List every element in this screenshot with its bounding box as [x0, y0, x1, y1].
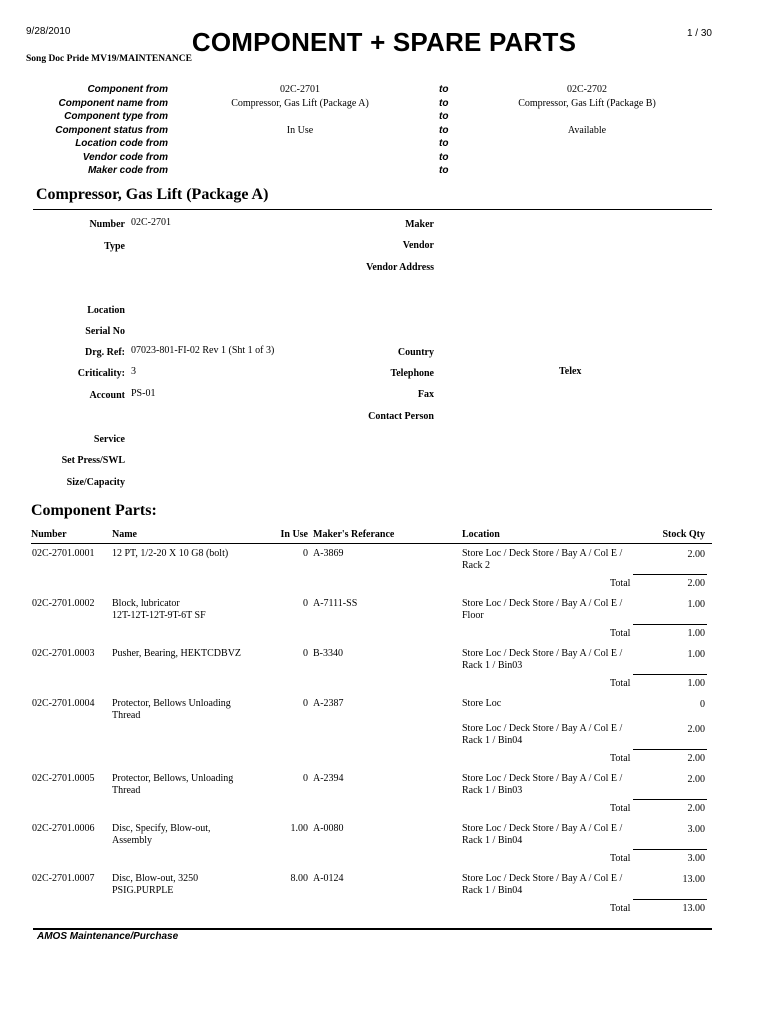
part-stock-qty: 2.00 [687, 724, 705, 735]
field-value: 02C-2701 [131, 217, 171, 228]
col-maker-ref: Maker's Referance [313, 529, 395, 540]
filter-to-label: to [439, 138, 449, 149]
part-in-use: 0 [303, 648, 308, 659]
part-in-use: 0 [303, 598, 308, 609]
part-name: 12T-12T-12T-9T-6T SF [112, 610, 206, 621]
filter-label: Maker code from [87, 165, 168, 176]
part-location: Store Loc / Deck Store / Bay A / Col E / [462, 823, 623, 834]
part-location: Store Loc / Deck Store / Bay A / Col E / [462, 598, 623, 609]
part-location: Rack 1 / Bin04 [462, 885, 523, 896]
field-label: Contact Person [368, 411, 434, 422]
part-in-use: 0 [303, 773, 308, 784]
filter-from-value: In Use [286, 125, 314, 136]
field-label: Maker [405, 219, 434, 230]
filter-to-label: to [439, 111, 449, 122]
part-location: Rack 1 / Bin03 [462, 660, 523, 671]
part-in-use: 1.00 [290, 823, 308, 834]
part-location: Floor [462, 610, 484, 621]
filter-to-value: Compressor, Gas Lift (Package B) [518, 98, 656, 109]
part-total-qty: 2.00 [687, 803, 705, 814]
table-header-divider [31, 543, 712, 544]
parts-heading: Component Parts: [31, 502, 157, 519]
part-location: Store Loc / Deck Store / Bay A / Col E / [462, 648, 623, 659]
subtotal-divider [633, 574, 707, 575]
subtotal-divider [633, 799, 707, 800]
part-name: Thread [112, 785, 141, 796]
part-in-use: 0 [303, 548, 308, 559]
total-label: Total [610, 628, 631, 639]
part-total-qty: 1.00 [687, 628, 705, 639]
col-location: Location [462, 529, 500, 540]
filter-to-label: to [439, 165, 449, 176]
total-label: Total [610, 578, 631, 589]
part-maker-ref: A-0124 [313, 873, 344, 884]
part-maker-ref: A-0080 [313, 823, 344, 834]
col-in-use: In Use [280, 529, 308, 540]
part-location: Rack 1 / Bin03 [462, 785, 523, 796]
part-name: Protector, Bellows, Unloading [112, 773, 234, 784]
part-stock-qty: 0 [700, 699, 705, 710]
component-heading: Compressor, Gas Lift (Package A) [36, 186, 269, 203]
field-label: Serial No [85, 326, 125, 337]
part-name: Thread [112, 710, 141, 721]
filter-to-label: to [439, 152, 449, 163]
part-stock-qty: 3.00 [687, 824, 705, 835]
filter-label: Component from [87, 84, 168, 95]
col-name: Name [112, 529, 137, 540]
field-value: 07023-801-FI-02 Rev 1 (Sht 1 of 3) [131, 345, 275, 356]
part-maker-ref: A-2387 [313, 698, 344, 709]
filter-label: Component status from [55, 125, 168, 136]
part-number: 02C-2701.0004 [32, 698, 95, 709]
page-number: 1 / 30 [686, 28, 712, 39]
part-location: Store Loc / Deck Store / Bay A / Col E / [462, 773, 623, 784]
part-name: PSIG.PURPLE [112, 885, 174, 896]
filter-to-value: 02C-2702 [567, 84, 607, 95]
part-total-qty: 2.00 [687, 753, 705, 764]
subtotal-divider [633, 899, 707, 900]
part-number: 02C-2701.0002 [32, 598, 95, 609]
filter-label: Component name from [58, 98, 168, 109]
filter-to-value: Available [567, 125, 607, 136]
part-stock-qty: 2.00 [687, 774, 705, 785]
part-maker-ref: B-3340 [313, 648, 343, 659]
part-location: Rack 1 / Bin04 [462, 835, 523, 846]
filter-label: Component type from [64, 111, 168, 122]
part-number: 02C-2701.0006 [32, 823, 95, 834]
part-name: Pusher, Bearing, HEKTCDBVZ [112, 648, 242, 659]
part-number: 02C-2701.0005 [32, 773, 95, 784]
part-maker-ref: A-7111-SS [313, 598, 358, 609]
filter-to-label: to [439, 98, 449, 109]
field-value: 3 [131, 366, 136, 377]
field-label: Vendor Address [366, 262, 434, 273]
part-location: Rack 1 / Bin04 [462, 735, 523, 746]
part-total-qty: 1.00 [687, 678, 705, 689]
part-stock-qty: 1.00 [687, 649, 705, 660]
field-label: Vendor [402, 240, 434, 251]
part-location: Store Loc / Deck Store / Bay A / Col E / [462, 723, 623, 734]
subtotal-divider [633, 624, 707, 625]
filter-to-label: to [439, 84, 449, 95]
part-number: 02C-2701.0003 [32, 648, 95, 659]
total-label: Total [610, 753, 631, 764]
field-label: Country [397, 347, 434, 358]
field-label: Telephone [390, 368, 434, 379]
part-number: 02C-2701.0001 [32, 548, 95, 559]
filter-from-value: Compressor, Gas Lift (Package A) [231, 98, 369, 109]
field-label: Drg. Ref: [85, 347, 125, 358]
field-label: Size/Capacity [66, 477, 125, 488]
report-date: 9/28/2010 [26, 26, 71, 37]
field-label: Criticality: [77, 368, 125, 379]
part-stock-qty: 2.00 [687, 549, 705, 560]
part-number: 02C-2701.0007 [32, 873, 95, 884]
filter-label: Location code from [75, 138, 168, 149]
part-name: Disc, Specify, Blow-out, [112, 823, 211, 834]
field-label: Number [89, 219, 125, 230]
part-maker-ref: A-2394 [313, 773, 344, 784]
telex-label: Telex [559, 366, 582, 377]
part-name: Disc, Blow-out, 3250 [112, 873, 199, 884]
part-name: Assembly [112, 835, 152, 846]
part-stock-qty: 1.00 [687, 599, 705, 610]
report-title: COMPONENT + SPARE PARTS [191, 27, 577, 57]
footer-text: AMOS Maintenance/Purchase [37, 931, 179, 942]
part-name: 12 PT, 1/2-20 X 10 G8 (bolt) [112, 548, 229, 559]
field-value: PS-01 [131, 388, 156, 399]
total-label: Total [610, 678, 631, 689]
part-maker-ref: A-3869 [313, 548, 344, 559]
part-total-qty: 3.00 [687, 853, 705, 864]
field-label: Fax [417, 389, 434, 400]
field-label: Type [104, 241, 125, 252]
total-label: Total [610, 853, 631, 864]
part-location: Store Loc [462, 698, 502, 709]
total-label: Total [610, 803, 631, 814]
col-stock-qty: Stock Qty [662, 529, 705, 540]
part-name: Protector, Bellows Unloading [112, 698, 231, 709]
field-label: Service [93, 434, 125, 445]
subtotal-divider [633, 749, 707, 750]
field-label: Set Press/SWL [61, 455, 125, 466]
part-name: Block, lubricator [112, 598, 180, 609]
footer-divider [33, 928, 712, 930]
total-label: Total [610, 903, 631, 914]
part-total-qty: 2.00 [687, 578, 705, 589]
field-label: Location [87, 305, 125, 316]
part-location: Store Loc / Deck Store / Bay A / Col E / [462, 873, 623, 884]
filter-label: Vendor code from [82, 152, 168, 163]
part-in-use: 0 [303, 698, 308, 709]
part-total-qty: 13.00 [682, 903, 705, 914]
heading-divider [33, 209, 712, 210]
part-location: Rack 2 [462, 560, 491, 571]
col-number: Number [31, 529, 67, 540]
part-stock-qty: 13.00 [682, 874, 705, 885]
report-subtitle: Song Doc Pride MV19/MAINTENANCE [26, 54, 192, 64]
filter-to-label: to [439, 125, 449, 136]
part-location: Store Loc / Deck Store / Bay A / Col E / [462, 548, 623, 559]
subtotal-divider [633, 674, 707, 675]
filter-from-value: 02C-2701 [280, 84, 320, 95]
field-label: Account [89, 390, 125, 401]
part-in-use: 8.00 [290, 873, 308, 884]
subtotal-divider [633, 849, 707, 850]
